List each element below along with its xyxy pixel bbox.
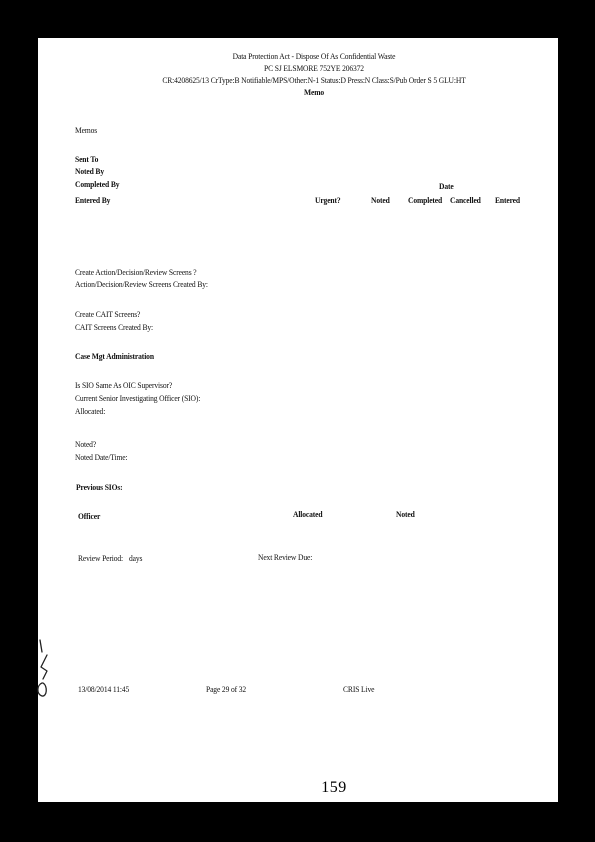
create-action-screens-label: Create Action/Decision/Review Screens ? <box>75 267 197 277</box>
footer-page-count: Page 29 of 32 <box>206 684 247 694</box>
previous-sios-label: Previous SIOs: <box>76 482 123 492</box>
sio-same-label: Is SIO Same As OIC Supervisor? <box>75 380 173 390</box>
noted-question-label: Noted? <box>75 439 97 449</box>
noted-by-label: Noted By <box>75 166 104 176</box>
date-heading: Date <box>439 181 454 191</box>
create-cait-screens-label: Create CAIT Screens? <box>75 309 141 319</box>
page-number: 159 <box>321 779 347 796</box>
review-period-label: Review Period: <box>78 553 123 563</box>
col-officer: Officer <box>78 511 101 521</box>
col-allocated: Allocated <box>293 509 323 519</box>
memos-title: Memos <box>75 125 98 135</box>
handwritten-margin-mark <box>30 638 60 698</box>
review-period-unit: days <box>129 553 143 563</box>
current-sio-label: Current Senior Investigating Officer (SIO): <box>75 393 201 403</box>
col-urgent: Urgent? <box>315 195 341 205</box>
col-entered: Entered <box>495 195 520 205</box>
col-noted-sio: Noted <box>396 509 415 519</box>
document-page <box>38 38 558 802</box>
entered-by-label: Entered By <box>75 195 111 205</box>
action-screens-created-by-label: Action/Decision/Review Screens Created By: <box>75 279 208 289</box>
noted-datetime-label: Noted Date/Time: <box>75 452 128 462</box>
sent-to-label: Sent To <box>75 154 99 164</box>
header-crime-reference: CR:4208625/13 CrType:B Notifiable/MPS/Other:N-1 Status:D Press:N Class:S/Pub Order S 5 GLU:HT <box>162 75 466 85</box>
section-title: Memo <box>303 87 325 97</box>
case-mgt-title: Case Mgt Administration <box>75 351 154 361</box>
completed-by-label: Completed By <box>75 179 120 189</box>
col-completed: Completed <box>408 195 443 205</box>
col-noted: Noted <box>371 195 390 205</box>
next-review-due-label: Next Review Due: <box>258 552 313 562</box>
header-officer: PC SJ ELSMORE 752YE 206372 <box>264 63 364 73</box>
footer-datetime: 13/08/2014 11:45 <box>78 684 130 694</box>
header-notice: Data Protection Act - Dispose Of As Confidential Waste <box>232 51 396 61</box>
col-cancelled: Cancelled <box>450 195 481 205</box>
footer-system: CRIS Live <box>343 684 375 694</box>
allocated-label: Allocated: <box>75 406 106 416</box>
cait-screens-created-by-label: CAIT Screens Created By: <box>75 322 153 332</box>
